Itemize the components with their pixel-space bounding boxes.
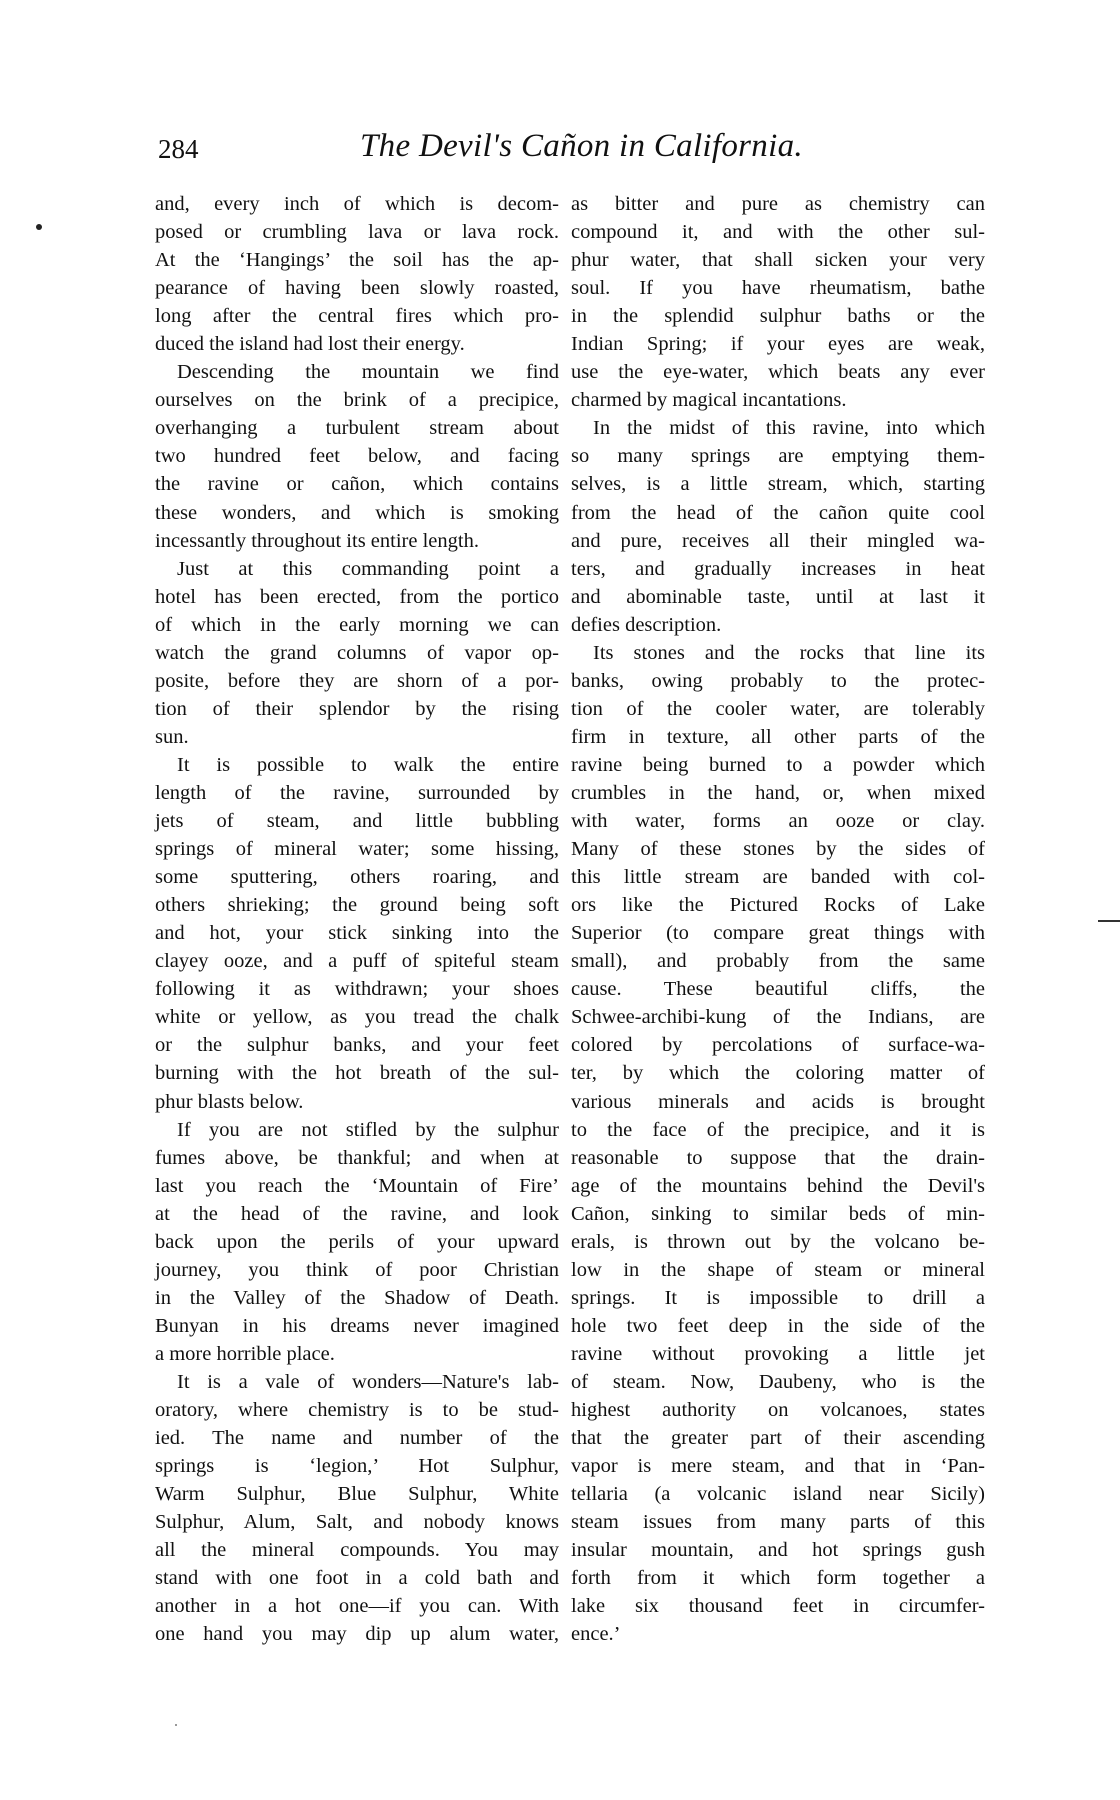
text-line: forth from it which form together a xyxy=(571,1567,985,1590)
text-line: pearance of having been slowly roasted, xyxy=(155,277,559,300)
text-line: Bunyan in his dreams never imagined xyxy=(155,1314,559,1337)
text-line: ied. The name and number of the xyxy=(155,1427,559,1450)
text-line: jets of steam, and little bubbling xyxy=(155,810,559,833)
text-line: that the greater part of their ascending xyxy=(571,1427,985,1450)
text-line: compound it, and with the other sul- xyxy=(571,221,985,244)
text-line: insular mountain, and hot springs gush xyxy=(571,1539,985,1562)
text-line: all the mineral compounds. You may xyxy=(155,1539,559,1562)
text-line: back upon the perils of your upward xyxy=(155,1230,559,1253)
text-line: banks, owing probably to the protec- xyxy=(571,669,985,692)
page-number: 284 xyxy=(158,134,199,164)
text-line: and, every inch of which is decom- xyxy=(155,193,559,215)
text-line: If you are not stifled by the sulphur xyxy=(177,1118,559,1141)
text-line: selves, is a little stream, which, starting xyxy=(571,473,985,496)
text-line: of steam. Now, Daubeny, who is the xyxy=(571,1370,985,1393)
text-line: posite, before they are shorn of a por- xyxy=(155,669,559,692)
text-line: colored by percolations of surface-wa- xyxy=(571,1034,985,1057)
text-line: Warm Sulphur, Blue Sulphur, White xyxy=(155,1483,559,1506)
text-line: fumes above, be thankful; and when at xyxy=(155,1146,559,1169)
text-line: hotel has been erected, from the portico xyxy=(155,585,559,608)
text-line: soul. If you have rheumatism, bathe xyxy=(571,277,985,300)
text-line: ourselves on the brink of a precipice, xyxy=(155,389,559,412)
text-line: Superior (to compare great things with xyxy=(571,922,985,945)
text-line: cause. These beautiful cliffs, the xyxy=(571,978,985,1001)
text-line: Its stones and the rocks that line its xyxy=(593,641,985,664)
text-line: ence.’ xyxy=(571,1623,621,1646)
text-line: oratory, where chemistry is to be stud- xyxy=(155,1399,559,1422)
text-line: reasonable to suppose that the drain- xyxy=(571,1146,985,1169)
text-line: watch the grand columns of vapor op- xyxy=(155,641,559,664)
text-line: or the sulphur banks, and your feet xyxy=(155,1034,559,1057)
text-line: small), and probably from the same xyxy=(571,950,985,973)
text-line: a more horrible place. xyxy=(155,1342,335,1365)
running-title: The Devil's Cañon in California. xyxy=(360,128,803,164)
text-line: It is a vale of wonders—Nature's lab- xyxy=(177,1370,559,1393)
text-line: and pure, receives all their mingled wa- xyxy=(571,529,985,552)
text-line: age of the mountains behind the Devil's xyxy=(571,1174,985,1197)
text-line: ravine being burned to a powder which xyxy=(571,753,985,776)
text-line: at the head of the ravine, and look xyxy=(155,1202,559,1225)
text-line: tellaria (a volcanic island near Sicily) xyxy=(571,1483,985,1506)
text-line: and hot, your stick sinking into the xyxy=(155,922,559,945)
scan-speck-mark xyxy=(36,224,42,230)
text-line: some sputtering, others roaring, and xyxy=(155,866,559,889)
text-line: Many of these stones by the sides of xyxy=(571,838,985,861)
text-line: defies description. xyxy=(571,613,722,636)
text-line: At the ‘Hangings’ the soil has the ap- xyxy=(155,249,559,272)
text-line: in the splendid sulphur baths or the xyxy=(571,305,985,328)
text-line: Sulphur, Alum, Salt, and nobody knows xyxy=(155,1511,559,1534)
text-line: following it as withdrawn; your shoes xyxy=(155,978,559,1001)
text-line: last you reach the ‘Mountain of Fire’ xyxy=(155,1174,559,1197)
text-line: erals, is thrown out by the volcano be- xyxy=(571,1230,985,1253)
text-line: steam issues from many parts of this xyxy=(571,1511,985,1534)
text-line: burning with the hot breath of the sul- xyxy=(155,1062,559,1085)
scan-speck-mark xyxy=(175,1724,177,1726)
text-line: length of the ravine, surrounded by xyxy=(155,781,559,804)
text-line: this little stream are banded with col- xyxy=(571,866,985,889)
right-column xyxy=(571,190,985,1648)
text-line: low in the shape of steam or mineral xyxy=(571,1258,985,1281)
text-line: overhanging a turbulent stream about xyxy=(155,417,559,440)
text-line: and abominable taste, until at last it xyxy=(571,585,985,608)
text-line: Indian Spring; if your eyes are weak, xyxy=(571,333,985,356)
text-line: tion of the cooler water, are tolerably xyxy=(571,697,985,720)
text-line: clayey ooze, and a puff of spiteful steam xyxy=(155,950,559,973)
text-line: springs is ‘legion,’ Hot Sulphur, xyxy=(155,1455,559,1478)
text-line: one hand you may dip up alum water, xyxy=(155,1623,559,1646)
scan-dash-mark xyxy=(1098,920,1120,922)
text-line: charmed by magical incantations. xyxy=(571,389,847,412)
text-line: posed or crumbling lava or lava rock. xyxy=(155,221,559,244)
text-line: hole two feet deep in the side of the xyxy=(571,1314,985,1337)
text-line: ter, by which the coloring matter of xyxy=(571,1062,985,1085)
text-line: ors like the Pictured Rocks of Lake xyxy=(571,894,985,917)
text-line: duced the island had lost their energy. xyxy=(155,333,465,356)
text-line: with water, forms an ooze or clay. xyxy=(571,810,985,833)
text-line: from the head of the cañon quite cool xyxy=(571,501,985,524)
text-line: sun. xyxy=(155,725,189,748)
text-line: of which in the early morning we can xyxy=(155,613,559,636)
text-line: firm in texture, all other parts of the xyxy=(571,725,985,748)
text-line: as bitter and pure as chemistry can xyxy=(571,193,985,215)
text-line: vapor is mere steam, and that in ‘Pan- xyxy=(571,1455,985,1478)
text-line: Just at this commanding point a xyxy=(177,557,559,580)
text-line: white or yellow, as you tread the chalk xyxy=(155,1006,559,1029)
text-line: In the midst of this ravine, into which xyxy=(593,417,985,440)
text-line: ters, and gradually increases in heat xyxy=(571,557,985,580)
text-line: ravine without provoking a little jet xyxy=(571,1342,985,1365)
text-line: Cañon, sinking to similar beds of min- xyxy=(571,1202,985,1225)
text-line: springs of mineral water; some hissing, xyxy=(155,838,559,861)
text-line: long after the central fires which pro- xyxy=(155,305,559,328)
text-line: use the eye-water, which beats any ever xyxy=(571,361,985,384)
text-line: the ravine or cañon, which contains xyxy=(155,473,559,496)
text-line: tion of their splendor by the rising xyxy=(155,697,559,720)
left-column xyxy=(155,190,559,1648)
text-line: journey, you think of poor Christian xyxy=(155,1258,559,1281)
text-line: two hundred feet below, and facing xyxy=(155,445,559,468)
text-line: another in a hot one—if you can. With xyxy=(155,1595,559,1618)
text-line: stand with one foot in a cold bath and xyxy=(155,1567,559,1590)
text-line: lake six thousand feet in circumfer- xyxy=(571,1595,985,1618)
text-line: others shrieking; the ground being soft xyxy=(155,894,559,917)
text-line: Schwee-archibi-kung of the Indians, are xyxy=(571,1006,985,1029)
text-line: phur water, that shall sicken your very xyxy=(571,249,985,272)
text-line: It is possible to walk the entire xyxy=(177,753,559,776)
text-line: various minerals and acids is brought xyxy=(571,1090,985,1113)
text-line: so many springs are emptying them- xyxy=(571,445,985,468)
text-line: Descending the mountain we find xyxy=(177,361,559,384)
text-line: incessantly throughout its entire length. xyxy=(155,529,479,552)
text-line: crumbles in the hand, or, when mixed xyxy=(571,781,985,804)
text-line: highest authority on volcanoes, states xyxy=(571,1399,985,1422)
text-line: in the Valley of the Shadow of Death. xyxy=(155,1286,559,1309)
text-line: to the face of the precipice, and it is xyxy=(571,1118,985,1141)
text-line: phur blasts below. xyxy=(155,1090,304,1113)
text-line: these wonders, and which is smoking xyxy=(155,501,559,524)
text-line: springs. It is impossible to drill a xyxy=(571,1286,985,1309)
